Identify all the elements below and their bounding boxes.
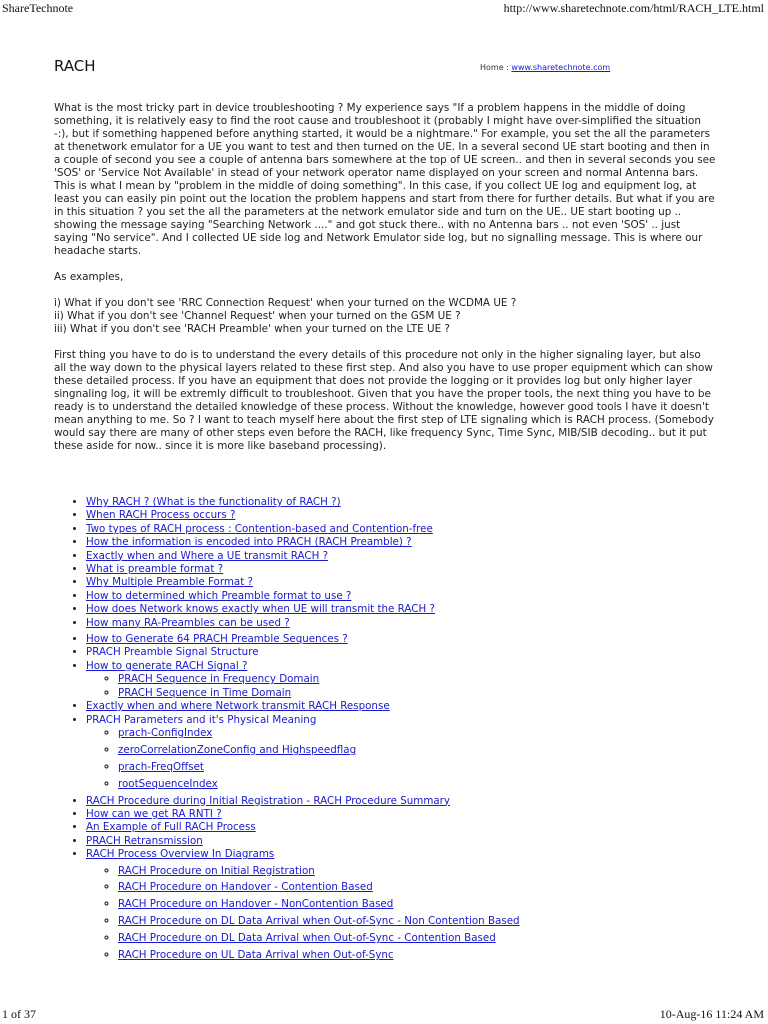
toc-sublist: [86, 865, 520, 963]
toc-link[interactable]: How to Generate 64 PRACH Preamble Sequences ?: [86, 633, 348, 646]
toc-sublink[interactable]: RACH Procedure on DL Data Arrival when Out-of-Sync - Contention Based: [118, 932, 496, 945]
toc-subitem: [118, 881, 520, 894]
toc-link[interactable]: Why Multiple Preamble Format ?: [86, 576, 253, 589]
toc-sublist: [86, 673, 520, 700]
toc-item: [86, 563, 520, 576]
toc-link[interactable]: An Example of Full RACH Process: [86, 821, 256, 834]
toc-sublist: [86, 727, 520, 791]
toc-item: [86, 660, 520, 700]
toc-item: [86, 536, 520, 549]
toc-link[interactable]: How to generate RACH Signal ?: [86, 659, 248, 672]
article-body: [54, 102, 716, 466]
toc-item: [86, 576, 520, 589]
home-link-block: [480, 63, 610, 72]
toc-link[interactable]: Exactly when and where Network transmit RACH Response: [86, 700, 390, 713]
intro-paragraph: What is the most tricky part in device troubleshooting ? My experience says "If a problem happens in the middle of doing something, it is relatively easy to find the root cause and troubleshoot it (probably I might have over-simplified the situation -:), but if something happened before anything started, it would be a nightmare." For example, you set the all the parameters at thenetwork emulator for a UE you want to test and then turned on the UE. In a several second UE start booting and then in a couple of second you see a couple of antenna bars somewhere at the top of UE screen.. and then in several seconds you see 'SOS' or 'Service Not Available' in stead of your network operator name displayed on your screen and normal Antenna bars. This is what I mean by "problem in the middle of doing something". In this case, if you collect UE log and equipment log, at least you can easily pin point out the location the problem happens and start from there for further details. But what if you are in this situation ? you set the all the parameters at the network emulator side and turn on the UE.. UE start booting up .. showing the message saying "Searching Network ...." and got stuck there.. with no Antenna bars .. not even 'SOS' .. just saying "No service". And I collected UE side log and Network Emulator side log, but no signalling message. This is where our headache starts.: [54, 102, 716, 257]
toc-link[interactable]: How many RA-Preambles can be used ?: [86, 616, 290, 629]
home-label: Home :: [480, 63, 509, 72]
toc-item: [86, 617, 520, 630]
toc-subitem: [118, 778, 520, 791]
table-of-contents: [54, 496, 520, 966]
toc-link[interactable]: PRACH Retransmission: [86, 834, 203, 847]
toc-link[interactable]: How the information is encoded into PRACH (RACH Preamble) ?: [86, 536, 412, 549]
example-wcdma: i) What if you don't see 'RRC Connection Request' when your turned on the WCDMA UE ?: [54, 297, 517, 309]
example-lte: iii) What if you don't see 'RACH Preamble' when your turned on the LTE UE ?: [54, 323, 450, 335]
toc-sublink[interactable]: zeroCorrelationZoneConfig and Highspeedflag: [118, 743, 357, 756]
toc-link[interactable]: How can we get RA RNTI ?: [86, 807, 222, 820]
toc-sublink[interactable]: rootSequenceIndex: [118, 777, 218, 790]
toc-subitem: [118, 915, 520, 928]
toc-sublink[interactable]: RACH Procedure on DL Data Arrival when Out-of-Sync - Non Contention Based: [118, 915, 520, 928]
toc-item: [86, 590, 520, 603]
toc-link[interactable]: Why RACH ? (What is the functionality of RACH ?): [86, 496, 341, 508]
toc-sublink[interactable]: PRACH Sequence in Frequency Domain: [118, 673, 320, 686]
toc-sublink[interactable]: RACH Procedure on UL Data Arrival when Out-of-Sync: [118, 949, 394, 962]
toc-subitem: [118, 932, 520, 945]
toc-item: [86, 821, 520, 834]
toc-link[interactable]: How does Network knows exactly when UE will transmit the RACH ?: [86, 603, 435, 616]
toc-subitem: [118, 687, 520, 700]
toc-item: [86, 523, 520, 536]
approach-paragraph: First thing you have to do is to understand the every details of this procedure not only in the higher signaling layer, but also all the way down to the physical layers related to these first step. And also you have to use proper equipment which can show these detailed process. If you have an equipment that does not provide the logging or it provides log but only higher layer singnaling log, it will be extremly difficult to troubleshoot. Given that you have the proper tools, the next thing you have to be ready is to understand the detailed knowledge of these process. Without the knowledge, however good tools I have it doesn't mean anything to me. So ? I want to teach myself here about the first step of LTE signaling which is RACH process. (Somebody would say there are many of other steps even before the RACH, like frequency Sync, Time Sync, MIB/SIB decoding.. but it put these aside for now.. since it is more like baseband processing).: [54, 349, 714, 452]
toc-sublink[interactable]: prach-FreqOffset: [118, 760, 204, 773]
toc-link[interactable]: RACH Process Overview In Diagrams: [86, 848, 275, 861]
toc-item: [86, 835, 520, 848]
toc-item: [86, 795, 520, 808]
toc-item: [86, 700, 520, 713]
toc-text: PRACH Parameters and it's Physical Meaning: [86, 713, 317, 726]
toc-sublink[interactable]: RACH Procedure on Handover - NonContention Based: [118, 898, 394, 911]
toc-item: [86, 646, 520, 659]
page-title: RACH: [54, 57, 96, 75]
browser-header-site: ShareTechnote: [2, 1, 74, 15]
toc-subitem: [118, 744, 520, 757]
toc-item: [86, 633, 520, 646]
toc-sublink[interactable]: prach-ConfigIndex: [118, 726, 213, 739]
examples-label: As examples,: [54, 271, 124, 283]
toc-sublink[interactable]: RACH Procedure on Handover - Contention Based: [118, 881, 373, 894]
toc-subitem: [118, 898, 520, 911]
page-counter: 1 of 37: [2, 1007, 36, 1021]
toc-item: [86, 496, 520, 509]
toc-sublink[interactable]: PRACH Sequence in Time Domain: [118, 686, 292, 699]
toc-text: PRACH Preamble Signal Structure: [86, 646, 259, 659]
toc-subitem: [118, 949, 520, 962]
toc-item: [86, 509, 520, 522]
toc-link[interactable]: RACH Procedure during Initial Registration - RACH Procedure Summary: [86, 794, 450, 807]
toc-link[interactable]: Two types of RACH process : Contention-based and Contention-free: [86, 522, 433, 535]
toc-item: [86, 714, 520, 792]
toc-subitem: [118, 727, 520, 740]
toc-link[interactable]: When RACH Process occurs ?: [86, 509, 236, 522]
toc-link[interactable]: How to determined which Preamble format to use ?: [86, 589, 352, 602]
toc-item: [86, 848, 520, 962]
print-timestamp: 10-Aug-16 11:24 AM: [659, 1007, 764, 1021]
examples-list: [54, 297, 716, 336]
toc-item: [86, 808, 520, 821]
toc-subitem: [118, 761, 520, 774]
example-gsm: ii) What if you don't see 'Channel Request' when your turned on the GSM UE ?: [54, 310, 461, 322]
toc-subitem: [118, 865, 520, 878]
toc-link[interactable]: Exactly when and Where a UE transmit RACH ?: [86, 549, 329, 562]
toc-subitem: [118, 673, 520, 686]
toc-sublink[interactable]: RACH Procedure on Initial Registration: [118, 864, 315, 877]
toc-item: [86, 550, 520, 563]
toc-item: [86, 603, 520, 616]
browser-header-url: http://www.sharetechnote.com/html/RACH_LTE.html: [503, 1, 764, 15]
toc-link[interactable]: What is preamble format ?: [86, 563, 224, 576]
home-link[interactable]: www.sharetechnote.com: [511, 63, 611, 72]
